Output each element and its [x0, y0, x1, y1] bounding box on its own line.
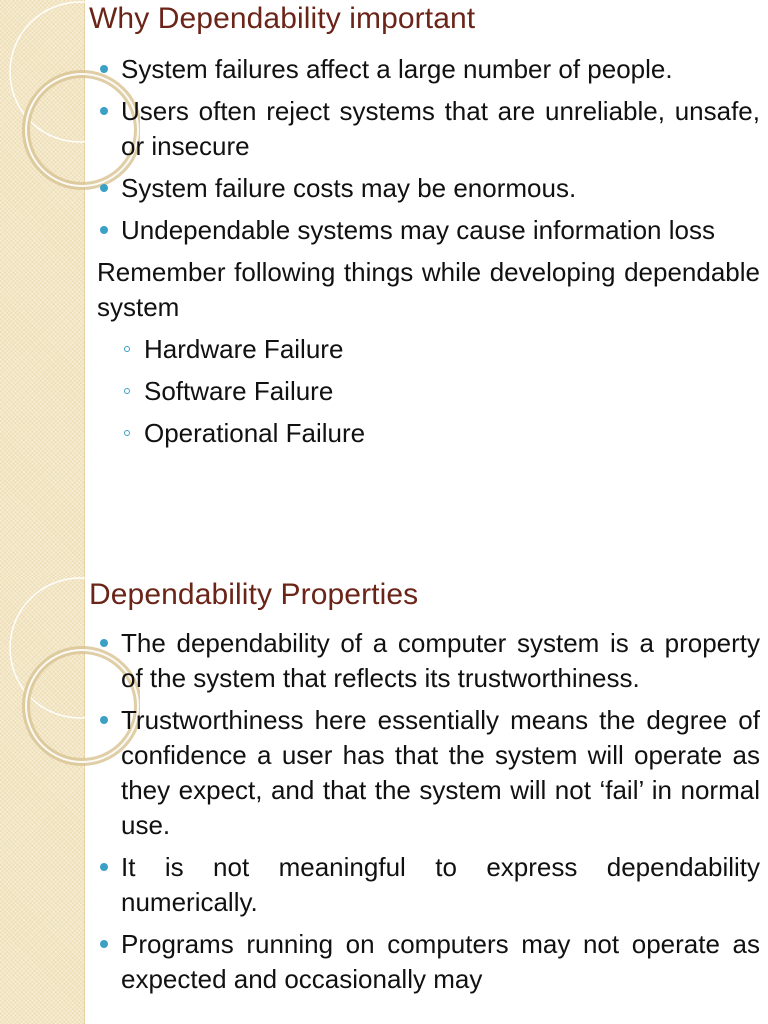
sub-list: [97, 332, 760, 451]
slide-title: Why Dependability important: [89, 2, 476, 35]
list-item: The dependability of a computer system is a property of the system that reflects its trustworthiness.: [97, 626, 760, 696]
list-item: System failure costs may be enormous.: [97, 171, 760, 206]
bullet-dot-icon: [100, 716, 108, 724]
bullet-dot-icon: [100, 107, 108, 115]
sub-list-item: Hardware Failure: [97, 332, 760, 367]
ring-bullet-icon: [124, 430, 130, 436]
bullet-dot-icon: [100, 863, 108, 871]
bullet-list: [97, 626, 760, 997]
ring-bullet-icon: [124, 346, 130, 352]
list-item: Undependable systems may cause information loss: [97, 213, 760, 248]
sub-list-item: Software Failure: [97, 374, 760, 409]
bullet-dot-icon: [100, 65, 108, 73]
slide-content: [97, 52, 760, 458]
bullet-dot-icon: [100, 639, 108, 647]
paragraph: Remember following things while developing dependable system: [97, 257, 760, 322]
ring-bullet-icon: [124, 388, 130, 394]
slide-content: [97, 626, 760, 1004]
list-item: System failures affect a large number of people.: [97, 52, 760, 87]
list-item: Trustworthiness here essentially means the degree of confidence a user has that the system will operate as they expect, and that the system will not ‘fail’ in normal use.: [97, 703, 760, 843]
list-item: It is not meaningful to express dependability numerically.: [97, 850, 760, 920]
sub-list-item: Operational Failure: [97, 416, 760, 451]
bullet-list: [97, 52, 760, 248]
bullet-dot-icon: [100, 226, 108, 234]
bullet-dot-icon: [100, 184, 108, 192]
bullet-dot-icon: [100, 940, 108, 948]
slide-title: Dependability Properties: [89, 578, 419, 611]
list-item: Users often reject systems that are unreliable, unsafe, or insecure: [97, 94, 760, 164]
list-item: Programs running on computers may not operate as expected and occasionally may: [97, 927, 760, 997]
